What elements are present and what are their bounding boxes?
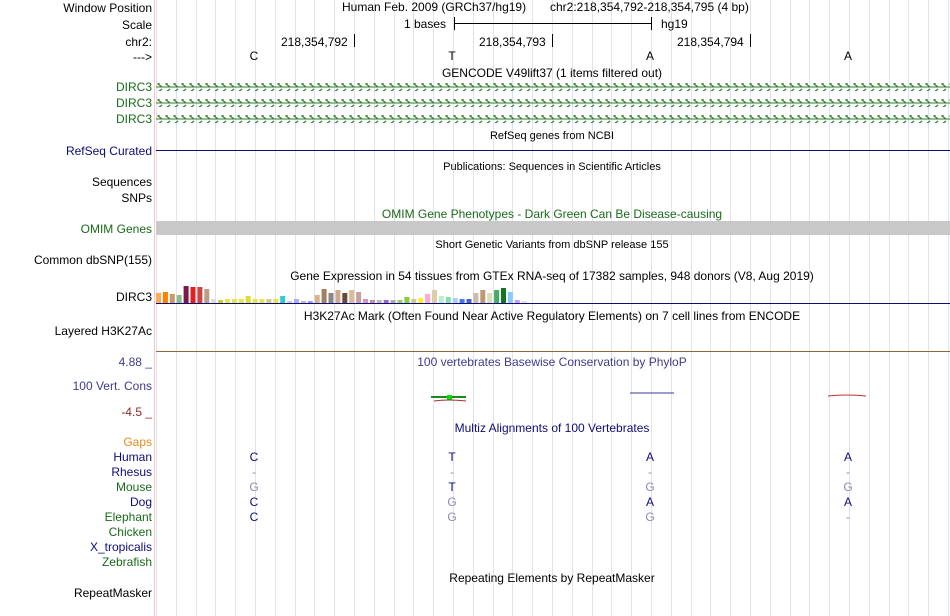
gtex-tissue-bar[interactable]	[487, 293, 492, 303]
dbsnp-label[interactable]: Common dbSNP(155)	[33, 253, 152, 267]
h3k27ac-baseline	[156, 351, 950, 352]
gtex-tissue-bar[interactable]	[391, 300, 396, 303]
gtex-tissue-bar[interactable]	[515, 300, 520, 303]
ref-base: C	[249, 49, 259, 63]
gtex-tissue-bar[interactable]	[232, 299, 237, 303]
gtex-tissue-bar[interactable]	[322, 289, 327, 303]
phylop-label[interactable]: 100 Vert. Cons	[72, 379, 152, 393]
omim-feature-bar[interactable]	[156, 221, 950, 235]
multiz-base: C	[249, 510, 259, 524]
gtex-tissue-bar[interactable]	[508, 292, 513, 303]
multiz-base: A	[843, 495, 853, 509]
multiz-species-label[interactable]: Zebrafish	[101, 555, 152, 569]
multiz-track-title[interactable]: Multiz Alignments of 100 Vertebrates	[454, 421, 650, 435]
h3k27ac-track-title[interactable]: H3K27Ac Mark (Often Found Near Active Regulatory Elements) on 7 cell lines from ENCODE	[303, 309, 801, 323]
multiz-gaps-label[interactable]: Gaps	[123, 435, 152, 449]
ref-base: A	[645, 49, 655, 63]
label-divider	[154, 0, 155, 616]
scale-text: 1 bases	[404, 17, 447, 31]
gtex-tissue-bar[interactable]	[315, 295, 320, 303]
gtex-tissue-bar[interactable]	[184, 286, 189, 303]
scale-db: hg19	[661, 17, 688, 31]
scale-bar-left-tick	[454, 17, 455, 30]
gtex-expression-bars[interactable]	[156, 283, 950, 307]
gtex-tissue-bar[interactable]	[308, 301, 313, 303]
gencode-transcript[interactable]	[156, 83, 950, 91]
coord-label: 218,354,792	[281, 35, 348, 49]
phylop-max-label: 4.88 _	[118, 355, 152, 369]
publications-label-snps[interactable]: SNPs	[121, 191, 152, 205]
multiz-base: A	[645, 450, 655, 464]
ref-base: A	[843, 49, 853, 63]
multiz-base: A	[645, 495, 655, 509]
gtex-tissue-bar[interactable]	[197, 287, 202, 303]
gencode-track-title[interactable]: GENCODE V49lift37 (1 items filtered out)	[441, 66, 663, 80]
gtex-tissue-bar[interactable]	[522, 301, 527, 303]
multiz-base: -	[252, 465, 256, 479]
multiz-base: G	[843, 480, 853, 494]
gtex-tissue-bar[interactable]	[453, 298, 458, 303]
multiz-base: G	[645, 510, 655, 524]
publications-label-sequences[interactable]: Sequences	[91, 175, 152, 189]
gencode-item-label[interactable]: DIRC3	[115, 80, 152, 94]
multiz-species-label[interactable]: Chicken	[108, 525, 152, 539]
gencode-transcripts[interactable]	[156, 80, 950, 128]
gtex-track-title[interactable]: Gene Expression in 54 tissues from GTEx RNA-seq of 17382 samples, 948 donors (V8, Aug 2019)	[290, 269, 814, 283]
dbsnp-track-title[interactable]: Short Genetic Variants from dbSNP release 155	[435, 239, 669, 251]
gencode-item-label[interactable]: DIRC3	[115, 112, 152, 126]
multiz-base: G	[447, 510, 457, 524]
strand-label: --->	[133, 50, 152, 64]
multiz-species-label[interactable]: Rhesus	[111, 465, 152, 479]
gtex-tissue-bar[interactable]	[280, 296, 285, 303]
gtex-tissue-bar[interactable]	[335, 290, 340, 303]
multiz-species-label[interactable]: Human	[113, 450, 152, 464]
h3k27ac-label[interactable]: Layered H3K27Ac	[54, 324, 152, 338]
scale-bar	[454, 23, 652, 24]
multiz-species-label[interactable]: X_tropicalis	[89, 540, 152, 554]
phylop-min-label: -4.5 _	[121, 405, 152, 419]
scale-bar-right-tick	[651, 17, 652, 30]
gtex-tissue-bar[interactable]	[480, 290, 485, 303]
multiz-base: C	[249, 450, 259, 464]
multiz-base: G	[249, 480, 259, 494]
gtex-tissue-bar[interactable]	[204, 289, 209, 303]
gtex-tissue-bar[interactable]	[411, 299, 416, 303]
gtex-tissue-bar[interactable]	[494, 290, 499, 303]
refseq-track-title[interactable]: RefSeq genes from NCBI	[489, 130, 615, 142]
phylop-plot	[156, 385, 950, 409]
gtex-tissue-bar[interactable]	[239, 299, 244, 303]
gtex-tissue-bar[interactable]	[253, 299, 258, 303]
gtex-tissue-bar[interactable]	[418, 298, 423, 303]
gtex-tissue-bar[interactable]	[404, 297, 409, 303]
multiz-base: -	[846, 465, 850, 479]
multiz-base: T	[448, 480, 456, 494]
gtex-tissue-bar[interactable]	[163, 292, 168, 303]
omim-track-title[interactable]: OMIM Gene Phenotypes - Dark Green Can Be Disease-causing	[381, 207, 723, 221]
gtex-tissue-bar[interactable]	[370, 300, 375, 303]
multiz-base: -	[450, 465, 454, 479]
gtex-label[interactable]: DIRC3	[115, 290, 152, 304]
coord-tick	[750, 34, 751, 47]
refseq-gene-line[interactable]	[156, 150, 950, 151]
position-text: chr2:218,354,792-218,354,795 (4 bp)	[550, 0, 749, 14]
gencode-transcript[interactable]	[156, 115, 950, 123]
chrom-label: chr2:	[125, 35, 152, 49]
gtex-tissue-bar[interactable]	[432, 290, 437, 303]
multiz-base: T	[448, 450, 456, 464]
omim-label[interactable]: OMIM Genes	[80, 222, 152, 236]
gtex-tissue-bar[interactable]	[301, 301, 306, 303]
phylop-track-title[interactable]: 100 vertebrates Basewise Conservation by PhyloP	[417, 355, 687, 369]
coord-tick	[354, 34, 355, 47]
gtex-tissue-bar[interactable]	[363, 299, 368, 303]
gencode-item-label[interactable]: DIRC3	[115, 96, 152, 110]
multiz-base: G	[645, 480, 655, 494]
gtex-tissue-bar[interactable]	[191, 287, 196, 303]
gtex-tissue-bar[interactable]	[384, 300, 389, 303]
gtex-tissue-bar[interactable]	[467, 299, 472, 303]
coord-tick	[552, 34, 553, 47]
repeatmasker-track-title[interactable]: Repeating Elements by RepeatMasker	[449, 571, 655, 585]
multiz-base: G	[447, 495, 457, 509]
multiz-species-label[interactable]: Elephant	[104, 510, 152, 524]
gtex-tissue-bar[interactable]	[501, 288, 506, 303]
gtex-tissue-bar[interactable]	[225, 299, 230, 303]
ref-base: T	[448, 49, 456, 63]
gtex-tissue-bar[interactable]	[294, 299, 299, 303]
gtex-tissue-bar[interactable]	[398, 300, 403, 303]
gtex-tissue-bar[interactable]	[218, 300, 223, 303]
multiz-base: -	[648, 465, 652, 479]
gtex-tissue-bar[interactable]	[473, 293, 478, 303]
gtex-tissue-bar[interactable]	[156, 293, 161, 303]
gtex-tissue-bar[interactable]	[260, 299, 265, 303]
gtex-tissue-bar[interactable]	[425, 294, 430, 303]
repeatmasker-label[interactable]: RepeatMasker	[73, 586, 152, 600]
multiz-base: A	[843, 450, 853, 464]
gtex-tissue-bar[interactable]	[342, 293, 347, 303]
gtex-tissue-bar[interactable]	[356, 292, 361, 303]
multiz-species-label[interactable]: Dog	[129, 495, 152, 509]
gtex-tissue-bar[interactable]	[329, 293, 334, 303]
scale-label: Scale	[121, 18, 152, 32]
gtex-tissue-bar[interactable]	[170, 294, 175, 303]
gtex-tissue-bar[interactable]	[273, 299, 278, 303]
gtex-tissue-bar[interactable]	[287, 301, 292, 303]
publications-track-title[interactable]: Publications: Sequences in Scientific Articles	[443, 161, 661, 173]
gencode-transcript[interactable]	[156, 99, 950, 107]
multiz-species-label[interactable]: Mouse	[115, 480, 152, 494]
assembly-text: Human Feb. 2009 (GRCh37/hg19)	[342, 0, 527, 14]
window-position-label: Window Position	[63, 1, 152, 15]
gtex-tissue-bar[interactable]	[439, 296, 444, 303]
gtex-tissue-bar[interactable]	[211, 299, 216, 303]
gtex-tissue-bar[interactable]	[446, 297, 451, 303]
refseq-label[interactable]: RefSeq Curated	[65, 144, 152, 158]
multiz-base: -	[846, 510, 850, 524]
coord-label: 218,354,793	[479, 35, 546, 49]
gtex-tissue-bar[interactable]	[177, 295, 182, 303]
gtex-tissue-bar[interactable]	[246, 296, 251, 303]
gtex-tissue-bar[interactable]	[349, 290, 354, 303]
multiz-base: C	[249, 495, 259, 509]
coord-label: 218,354,794	[677, 35, 744, 49]
gtex-tissue-bar[interactable]	[460, 299, 465, 303]
gtex-tissue-bar[interactable]	[377, 300, 382, 303]
gtex-tissue-bar[interactable]	[266, 299, 271, 303]
